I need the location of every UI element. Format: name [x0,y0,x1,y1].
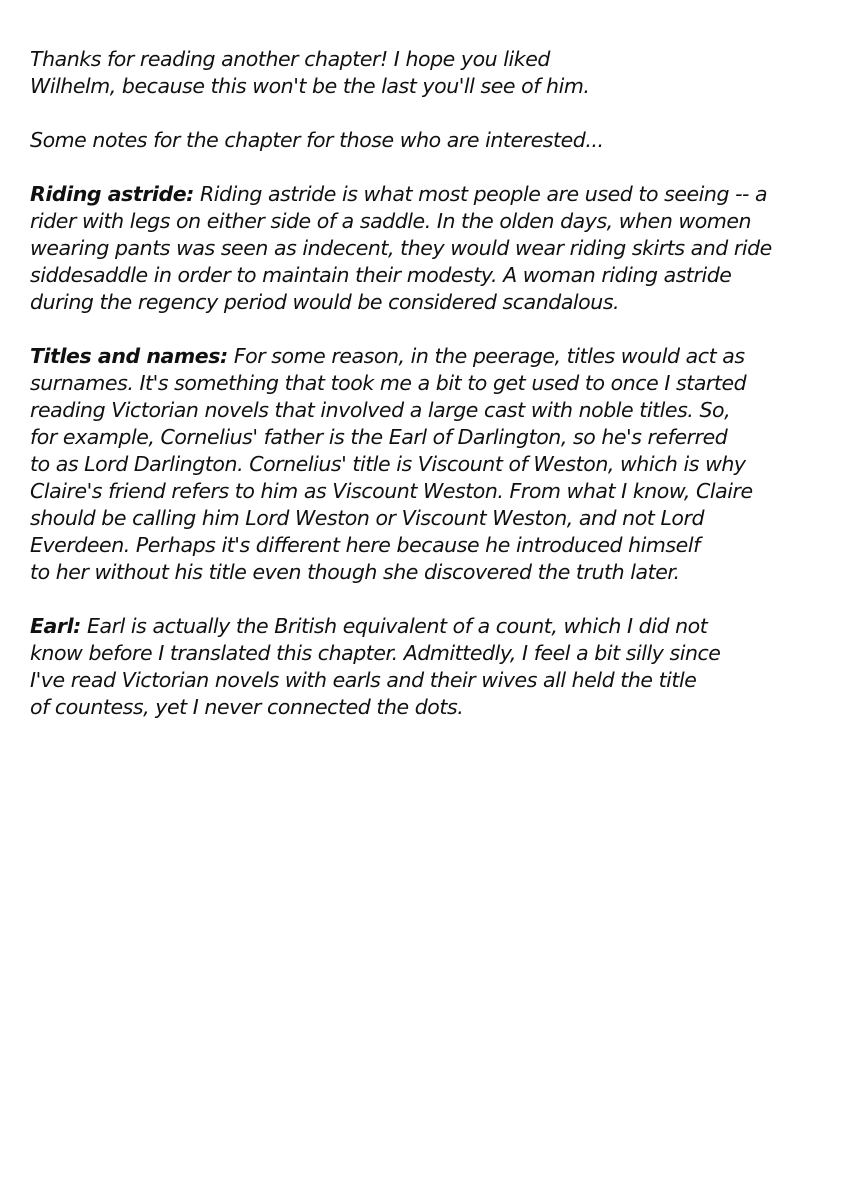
note-line: I've read Victorian novels with earls and their wives all held the title [30,668,697,692]
note-line: surnames. It's something that took me a bit to get used to once I started [30,371,747,395]
paragraph-gap [30,100,830,127]
note-term: Riding astride: [30,182,194,206]
note-line: Claire's friend refers to him as Viscount Weston. From what I know, Claire [30,479,753,503]
paragraph-gap [30,316,830,343]
note-line: Everdeen. Perhaps it's different here because he introduced himself [30,533,700,557]
note-line: to as Lord Darlington. Cornelius' title is Viscount of Weston, which is why [30,452,746,476]
note-line: of countess, yet I never connected the dots. [30,695,464,719]
note-first-line [30,181,830,208]
note-term: Earl: [30,614,81,638]
intro-line: Wilhelm, because this won't be the last you'll see of him. [30,74,590,98]
intro-paragraph [30,46,830,100]
note-line: reading Victorian novels that involved a large cast with noble titles. So, [30,398,731,422]
note-first-line [30,343,830,370]
notes-intro: Some notes for the chapter for those who are interested... [30,128,604,152]
note-line: should be calling him Lord Weston or Viscount Weston, and not Lord [30,506,705,530]
note-first-line-text: For some reason, in the peerage, titles would act as [227,344,745,368]
translator-notes-page [30,46,830,721]
note-line: know before I translated this chapter. Admittedly, I feel a bit silly since [30,641,721,665]
note-titles-and-names [30,343,830,586]
note-first-line-text: Earl is actually the British equivalent of a count, which I did not [80,614,708,638]
paragraph-gap [30,154,830,181]
note-line: siddesaddle in order to maintain their modesty. A woman riding astride [30,263,732,287]
note-riding-astride [30,181,830,316]
note-line: to her without his title even though she discovered the truth later. [30,560,680,584]
note-first-line [30,613,830,640]
intro-line: Thanks for reading another chapter! I hope you liked [30,47,550,71]
note-term: Titles and names: [30,344,228,368]
note-earl [30,613,830,721]
note-line: rider with legs on either side of a saddle. In the olden days, when women [30,209,752,233]
note-line: during the regency period would be considered scandalous. [30,290,620,314]
note-first-line-text: Riding astride is what most people are used to seeing -- a [193,182,768,206]
note-line: wearing pants was seen as indecent, they would wear riding skirts and ride [30,236,772,260]
note-line: for example, Cornelius' father is the Earl of Darlington, so he's referred [30,425,728,449]
paragraph-gap [30,586,830,613]
